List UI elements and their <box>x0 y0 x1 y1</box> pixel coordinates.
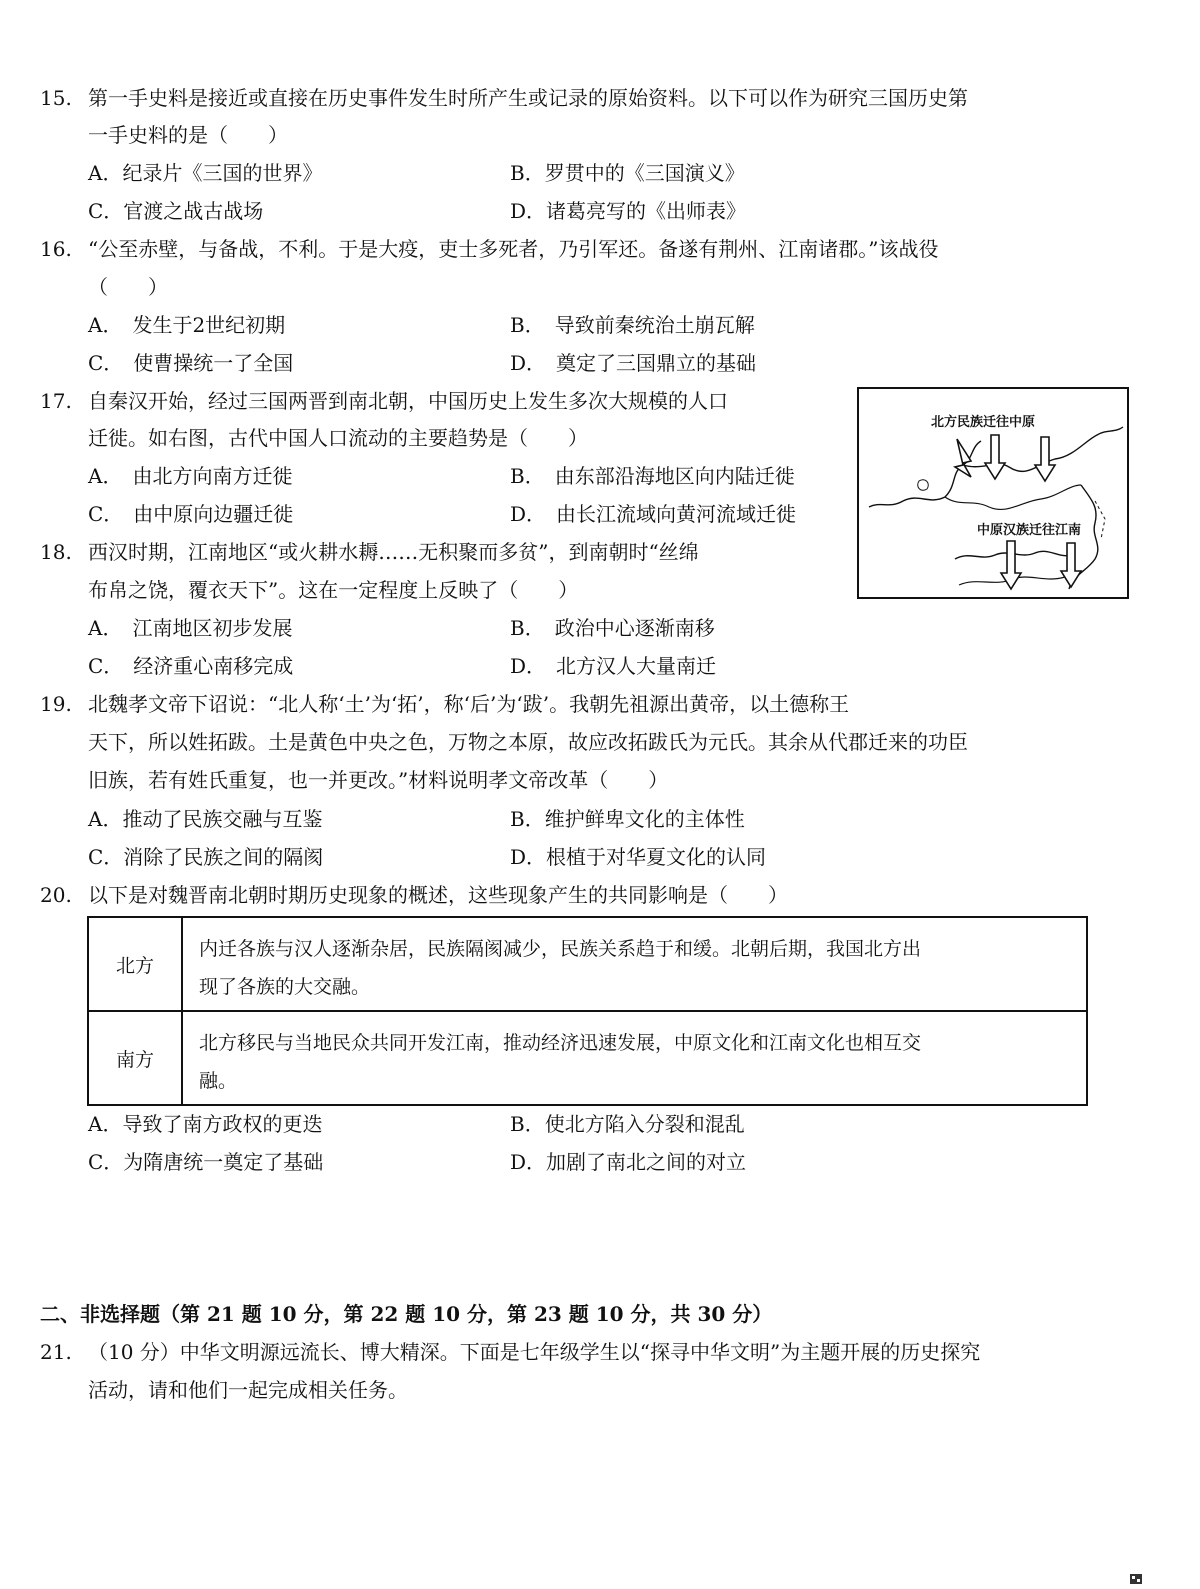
table-cell-line: 北方移民与当地民众共同开发江南，推动经济迅速发展，中原文化和江南文化也相互交 <box>199 1032 922 1054</box>
option-d: D． 由长江流域向黄河流域迁徙 <box>510 502 797 526</box>
scanner-watermark-logo <box>1130 1574 1142 1586</box>
option-a: A． 由北方向南方迁徙 <box>88 464 293 488</box>
option-a: A． 发生于2世纪初期 <box>88 313 286 337</box>
option-a: A． 江南地区初步发展 <box>88 616 293 640</box>
option-c: C．为隋唐统一奠定了基础 <box>88 1150 324 1174</box>
question-stem: 一手史料的是（ ） <box>88 123 288 147</box>
option-d: D． 奠定了三国鼎立的基础 <box>510 351 757 375</box>
question-number: 17. <box>40 389 72 413</box>
map-dashed-route <box>1095 501 1105 539</box>
question-stem: 第一手史料是接近或直接在历史事件发生时所产生或记录的原始资料。以下可以作为研究三国历史第 <box>88 86 968 110</box>
option-b: B． 导致前秦统治土崩瓦解 <box>510 313 755 337</box>
option-c: C． 使曹操统一了全国 <box>88 351 294 375</box>
question-number: 16. <box>40 237 72 261</box>
option-c: C． 经济重心南移完成 <box>88 654 294 678</box>
table-cell-line: 现了各族的大交融。 <box>199 976 371 998</box>
table-cell-line: 内迁各族与汉人逐渐杂居，民族隔阂减少，民族关系趋于和缓。北朝后期，我国北方出 <box>199 938 922 960</box>
option-d: D． 北方汉人大量南迁 <box>510 654 717 678</box>
question-stem: （ ） <box>88 275 168 299</box>
arrow-north-2 <box>985 435 1005 479</box>
question-stem: “公至赤壁，与备战，不利。于是大疫，吏士多死者，乃引军还。备遂有荆州、江南诸郡。”该战役 <box>88 237 939 261</box>
question-stem: （10 分）中华文明源远流长、博大精深。下面是七年级学生以“探寻中华文明”为主题开展的历史探究 <box>88 1340 981 1364</box>
map-label-north: 北方民族迁往中原 <box>931 415 1036 430</box>
option-a: A．纪录片《三国的世界》 <box>88 161 323 185</box>
option-b: B．维护鲜卑文化的主体性 <box>510 807 745 831</box>
question-number: 18. <box>40 540 72 564</box>
table-row-head: 北方 <box>89 918 183 1010</box>
option-c: C． 由中原向边疆迁徙 <box>88 502 294 526</box>
map-river-line <box>945 485 1081 509</box>
question-stem: 布帛之饶，覆衣天下”。这在一定程度上反映了（ ） <box>88 578 579 602</box>
table-cell-line: 融。 <box>199 1070 238 1092</box>
section-heading: 二、非选择题（第 21 题 10 分，第 22 题 10 分，第 23 题 10 分，共 30 分） <box>40 1302 773 1326</box>
migration-map <box>857 387 1129 599</box>
table-row-head: 南方 <box>89 1012 183 1104</box>
table-row <box>89 918 1086 1012</box>
question-stem: 活动，请和他们一起完成相关任务。 <box>88 1378 408 1402</box>
question-stem: 以下是对魏晋南北朝时期历史现象的概述，这些现象产生的共同影响是（ ） <box>88 883 788 907</box>
arrow-south-2 <box>1061 543 1081 587</box>
option-c: C．消除了民族之间的隔阂 <box>88 845 324 869</box>
option-a: A．推动了民族交融与互鉴 <box>88 807 323 831</box>
option-b: B． 政治中心逐渐南移 <box>510 616 715 640</box>
question-number: 20. <box>40 883 72 907</box>
question-stem: 旧族，若有姓氏重复，也一并更改。”材料说明孝文帝改革（ ） <box>88 768 669 792</box>
question-number: 21. <box>40 1340 72 1364</box>
option-d: D．加剧了南北之间的对立 <box>510 1150 747 1174</box>
question-stem: 天下，所以姓拓跋。土是黄色中央之色，万物之本原，故应改拓跋氏为元氏。其余从代郡迁来的功臣 <box>88 730 968 754</box>
option-b: B．罗贯中的《三国演义》 <box>510 161 745 185</box>
summary-table <box>87 916 1088 1106</box>
option-a: A．导致了南方政权的更迭 <box>88 1112 323 1136</box>
question-number: 15. <box>40 86 72 110</box>
arrow-north-3 <box>1035 437 1055 481</box>
question-stem: 迁徙。如右图，古代中国人口流动的主要趋势是（ ） <box>88 426 588 450</box>
option-d: D．根植于对华夏文化的认同 <box>510 845 767 869</box>
question-stem: 西汉时期，江南地区“或火耕水耨……无积聚而多贫”，到南朝时“丝绵 <box>88 540 699 564</box>
table-row-content <box>199 1024 1069 1100</box>
map-drawing <box>859 389 1127 597</box>
table-row-content <box>199 930 1069 1006</box>
option-b: B． 由东部沿海地区向内陆迁徙 <box>510 464 795 488</box>
question-stem: 北魏孝文帝下诏说：“北人称‘土’为‘拓’，称‘后’为‘跋’。我朝先祖源出黄帝，以土德称王 <box>88 692 850 716</box>
question-stem: 自秦汉开始，经过三国两晋到南北朝，中国历史上发生多次大规模的人口 <box>88 389 728 413</box>
question-number: 19. <box>40 692 72 716</box>
map-lake <box>918 480 929 491</box>
option-b: B．使北方陷入分裂和混乱 <box>510 1112 745 1136</box>
map-label-south: 中原汉族迁往江南 <box>977 523 1082 538</box>
option-d: D．诸葛亮写的《出师表》 <box>510 199 747 223</box>
table-row <box>89 1012 1086 1104</box>
option-c: C．官渡之战古战场 <box>88 199 264 223</box>
